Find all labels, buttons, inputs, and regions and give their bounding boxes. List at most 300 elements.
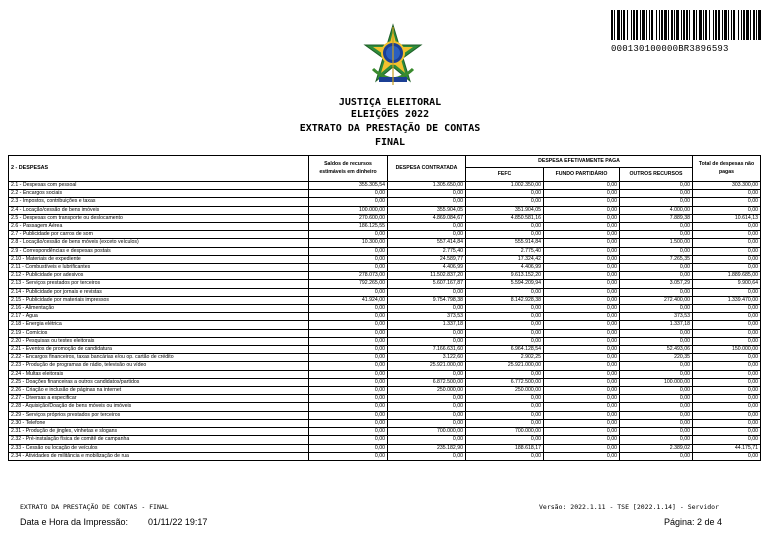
contracted-value: 0,00 (388, 288, 466, 296)
table-row (9, 313, 761, 321)
row-label: 2.10 - Materiais de expediente (9, 255, 309, 263)
unpaid-value: 0,00 (693, 206, 761, 214)
limits-value: 0,00 (309, 378, 388, 386)
limits-value: 0,00 (309, 395, 388, 403)
fefc-value: 555.914,84 (466, 239, 544, 247)
unpaid-value: 0,00 (693, 288, 761, 296)
col-header-fefc: FEFC (466, 168, 544, 182)
row-label: 2.13 - Serviços prestados por terceiros (9, 280, 309, 288)
col-header-fundo-partidario: FUNDO PARTIDÁRIO (544, 168, 620, 182)
row-label: 2.12 - Publicidade por adesivos (9, 272, 309, 280)
fundo-partidario-value: 0,00 (544, 272, 620, 280)
outros-recursos-value: 0,00 (620, 329, 693, 337)
table-row (9, 419, 761, 427)
contracted-value: 0,00 (388, 419, 466, 427)
unpaid-value: 0,00 (693, 419, 761, 427)
barcode-bar (738, 10, 739, 40)
barcode-bar (671, 10, 673, 40)
contracted-value: 1.337,18 (388, 321, 466, 329)
outros-recursos-value: 0,00 (620, 403, 693, 411)
barcode-bar (681, 10, 682, 40)
fundo-partidario-value: 0,00 (544, 305, 620, 313)
col-header-paid-group: DESPESA EFETIVAMENTE PAGA (466, 156, 693, 168)
outros-recursos-value: 373,53 (620, 313, 693, 321)
barcode-bar (659, 10, 660, 40)
table-row (9, 395, 761, 403)
row-label: 2.29 - Serviços próprios prestados por terceiros (9, 411, 309, 419)
row-label: 2.34 - Atividades de militância e mobilização de rua (9, 452, 309, 460)
barcode-bar (696, 10, 697, 40)
table-row (9, 362, 761, 370)
outros-recursos-value: 3.057,29 (620, 280, 693, 288)
barcode-bar (646, 10, 647, 40)
contracted-value: 6.872.500,00 (388, 378, 466, 386)
fefc-value: 0,00 (466, 223, 544, 231)
fefc-value: 0,00 (466, 198, 544, 206)
contracted-value: 0,00 (388, 223, 466, 231)
table-row (9, 354, 761, 362)
row-label: 2.23 - Produção de programas de rádio, televisão ou vídeo (9, 362, 309, 370)
table-row (9, 436, 761, 444)
outros-recursos-value: 1.500,00 (620, 239, 693, 247)
barcode-bar (715, 10, 717, 40)
fundo-partidario-value: 0,00 (544, 214, 620, 222)
outros-recursos-value: 7.265,35 (620, 255, 693, 263)
barcode-bar (621, 10, 622, 40)
unpaid-value: 44.175,71 (693, 444, 761, 452)
limits-value: 0,00 (309, 313, 388, 321)
limits-value: 0,00 (309, 419, 388, 427)
unpaid-value: 0,00 (693, 337, 761, 345)
fefc-value: 5.594.209,94 (466, 280, 544, 288)
outros-recursos-value: 2.389,02 (620, 444, 693, 452)
fefc-value: 0,00 (466, 329, 544, 337)
limits-value: 100.000,00 (309, 206, 388, 214)
fefc-value: 188.618,17 (466, 444, 544, 452)
unpaid-value: 0,00 (693, 264, 761, 272)
row-label: 2.22 - Encargos financeiros, taxas bancárias e/ou op. cartão de crédito (9, 354, 309, 362)
row-label: 2.25 - Doações financeiras a outros candidatos/partidos (9, 378, 309, 386)
limits-value: 0,00 (309, 436, 388, 444)
fefc-value: 2.775,40 (466, 247, 544, 255)
table-row (9, 280, 761, 288)
fundo-partidario-value: 0,00 (544, 288, 620, 296)
unpaid-value: 0,00 (693, 190, 761, 198)
fefc-value: 0,00 (466, 370, 544, 378)
fundo-partidario-value: 0,00 (544, 255, 620, 263)
fefc-value: 0,00 (466, 337, 544, 345)
contracted-value: 355.904,05 (388, 206, 466, 214)
brazil-coat-of-arms-emblem (361, 23, 425, 87)
outros-recursos-value: 0,00 (620, 337, 693, 345)
limits-value: 0,00 (309, 321, 388, 329)
col-header-contracted: DESPESA CONTRATADA (388, 156, 466, 182)
table-row (9, 411, 761, 419)
fefc-value: 4.406,99 (466, 264, 544, 272)
limits-value: 186.125,55 (309, 223, 388, 231)
limits-value: 0,00 (309, 337, 388, 345)
outros-recursos-value: 0,00 (620, 362, 693, 370)
limits-value: 41.924,00 (309, 296, 388, 304)
contracted-value: 0,00 (388, 190, 466, 198)
row-label: 2.17 - Água (9, 313, 309, 321)
row-label: 2.19 - Comícios (9, 329, 309, 337)
fefc-value: 0,00 (466, 313, 544, 321)
barcode-number: 000130100000BR3896593 (611, 44, 729, 54)
row-label: 2.8 - Locação/cessão de bens móveis (exceto veículos) (9, 239, 309, 247)
barcode-bar (693, 10, 695, 40)
row-label: 2.4 - Locação/cessão de bens imóveis (9, 206, 309, 214)
table-row (9, 329, 761, 337)
unpaid-value: 0,00 (693, 305, 761, 313)
row-label: 2.28 - Aquisição/Doação de bens móveis ou imóveis (9, 403, 309, 411)
barcode-bar (718, 10, 720, 40)
contracted-value: 4.869.084,67 (388, 214, 466, 222)
contracted-value: 0,00 (388, 231, 466, 239)
fefc-value: 0,00 (466, 411, 544, 419)
barcode-bar (640, 10, 641, 40)
outros-recursos-value: 0,00 (620, 370, 693, 378)
unpaid-value: 0,00 (693, 198, 761, 206)
limits-value: 0,00 (309, 387, 388, 395)
fefc-value: 0,00 (466, 321, 544, 329)
header-line-1: JUSTIÇA ELEITORAL (338, 97, 442, 108)
contracted-value: 0,00 (388, 395, 466, 403)
fundo-partidario-value: 0,00 (544, 231, 620, 239)
fundo-partidario-value: 0,00 (544, 223, 620, 231)
table-row (9, 231, 761, 239)
fefc-value: 6.772.500,00 (466, 378, 544, 386)
fundo-partidario-value: 0,00 (544, 428, 620, 436)
barcode-bar (705, 10, 707, 40)
fefc-value: 700.000,00 (466, 428, 544, 436)
outros-recursos-value: 0,00 (620, 452, 693, 460)
fundo-partidario-value: 0,00 (544, 370, 620, 378)
fefc-value: 6.964.128,54 (466, 346, 544, 354)
table-row (9, 378, 761, 386)
table-row (9, 264, 761, 272)
contracted-value: 0,00 (388, 411, 466, 419)
unpaid-value: 0,00 (693, 436, 761, 444)
outros-recursos-value: 0,00 (620, 387, 693, 395)
table-row (9, 223, 761, 231)
barcode-bar (699, 10, 702, 40)
outros-recursos-value: 0,00 (620, 247, 693, 255)
limits-value: 0,00 (309, 362, 388, 370)
fundo-partidario-value: 0,00 (544, 452, 620, 460)
fundo-partidario-value: 0,00 (544, 395, 620, 403)
outros-recursos-value: 0,00 (620, 272, 693, 280)
unpaid-value: 0,00 (693, 370, 761, 378)
row-label: 2.20 - Pesquisas ou testes eleitorais (9, 337, 309, 345)
row-label: 2.15 - Publicidade por materiais impressos (9, 296, 309, 304)
row-label: 2.31 - Produção de jingles, vinhetas e slogans (9, 428, 309, 436)
outros-recursos-value: 0,00 (620, 288, 693, 296)
row-label: 2.5 - Despesas com transporte ou deslocamento (9, 214, 309, 222)
unpaid-value: 0,00 (693, 321, 761, 329)
table-row (9, 190, 761, 198)
contracted-value: 235.182,90 (388, 444, 466, 452)
footer-document-title: EXTRATO DA PRESTAÇÃO DE CONTAS - FINAL (20, 503, 169, 511)
unpaid-value: 150.000,00 (693, 346, 761, 354)
row-label: 2.21 - Eventos de promoção de candidatura (9, 346, 309, 354)
contracted-value: 3.122,60 (388, 354, 466, 362)
limits-value: 0,00 (309, 198, 388, 206)
limits-value: 278.073,00 (309, 272, 388, 280)
outros-recursos-value: 0,00 (620, 223, 693, 231)
table-row (9, 305, 761, 313)
fundo-partidario-value: 0,00 (544, 436, 620, 444)
fefc-value: 0,00 (466, 419, 544, 427)
contracted-value: 0,00 (388, 436, 466, 444)
fundo-partidario-value: 0,00 (544, 247, 620, 255)
contracted-value: 7.166.631,60 (388, 346, 466, 354)
limits-value: 0,00 (309, 247, 388, 255)
limits-value: 0,00 (309, 255, 388, 263)
outros-recursos-value: 0,00 (620, 428, 693, 436)
limits-value: 792.265,00 (309, 280, 388, 288)
outros-recursos-value: 0,00 (620, 419, 693, 427)
table-row (9, 198, 761, 206)
contracted-value: 0,00 (388, 337, 466, 345)
outros-recursos-value: 4.000,00 (620, 206, 693, 214)
fefc-value: 0,00 (466, 403, 544, 411)
barcode-bar (753, 10, 755, 40)
barcode-bar (614, 10, 615, 40)
table-row (9, 239, 761, 247)
fundo-partidario-value: 0,00 (544, 354, 620, 362)
limits-value: 10.300,00 (309, 239, 388, 247)
contracted-value: 1.305.650,00 (388, 182, 466, 190)
row-label: 2.32 - Pré-instalação física de comitê de campanha (9, 436, 309, 444)
barcode-bar (731, 10, 732, 40)
contracted-value: 373,53 (388, 313, 466, 321)
table-row (9, 272, 761, 280)
contracted-value: 24.589,77 (388, 255, 466, 263)
limits-value: 0,00 (309, 370, 388, 378)
unpaid-value: 1.889.685,00 (693, 272, 761, 280)
barcode-bar (674, 10, 675, 40)
row-label: 2.26 - Criação e inclusão de páginas na internet (9, 387, 309, 395)
barcode-bar (709, 10, 710, 40)
unpaid-value: 0,00 (693, 452, 761, 460)
contracted-value: 0,00 (388, 370, 466, 378)
limits-value: 0,00 (309, 231, 388, 239)
limits-value: 0,00 (309, 305, 388, 313)
fundo-partidario-value: 0,00 (544, 346, 620, 354)
fundo-partidario-value: 0,00 (544, 239, 620, 247)
limits-value: 0,00 (309, 428, 388, 436)
barcode-bar (642, 10, 645, 40)
unpaid-value: 0,00 (693, 354, 761, 362)
barcode-bar (668, 10, 669, 40)
unpaid-value: 1.339.470,00 (693, 296, 761, 304)
outros-recursos-value: 0,00 (620, 182, 693, 190)
barcode-bar (664, 10, 667, 40)
row-label: 2.14 - Publicidade por jornais e revistas (9, 288, 309, 296)
table-row (9, 444, 761, 452)
fefc-value: 17.324,42 (466, 255, 544, 263)
header-line-4: FINAL (374, 137, 406, 148)
fundo-partidario-value: 0,00 (544, 296, 620, 304)
table-row (9, 403, 761, 411)
unpaid-value: 0,00 (693, 411, 761, 419)
barcode-bar (611, 10, 613, 40)
table-row (9, 387, 761, 395)
table-row (9, 337, 761, 345)
footer-version: Versão: 2022.1.11 - TSE [2022.1.14] - Servidor (539, 503, 720, 511)
unpaid-value: 303.300,00 (693, 182, 761, 190)
row-label: 2.30 - Telefone (9, 419, 309, 427)
row-label: 2.33 - Cessão ou locação de veículos (9, 444, 309, 452)
outros-recursos-value: 1.337,18 (620, 321, 693, 329)
unpaid-value: 0,00 (693, 428, 761, 436)
barcode-bar (722, 10, 723, 40)
barcode-bar (683, 10, 685, 40)
fefc-value: 25.921.000,00 (466, 362, 544, 370)
table-row (9, 370, 761, 378)
row-label: 2.9 - Correspondências e despesas postais (9, 247, 309, 255)
fundo-partidario-value: 0,00 (544, 337, 620, 345)
page-number: Página: 2 de 4 (664, 517, 723, 527)
barcode-bar (633, 10, 635, 40)
fundo-partidario-value: 0,00 (544, 378, 620, 386)
fefc-value: 0,00 (466, 288, 544, 296)
limits-value: 0,00 (309, 288, 388, 296)
outros-recursos-value: 0,00 (620, 411, 693, 419)
unpaid-value: 0,00 (693, 403, 761, 411)
unpaid-value: 0,00 (693, 378, 761, 386)
col-header-unpaid: Total de despesas não pagas (693, 156, 761, 182)
limits-value: 0,00 (309, 346, 388, 354)
contracted-value: 25.921.000,00 (388, 362, 466, 370)
limits-value: 0,00 (309, 411, 388, 419)
outros-recursos-value: 0,00 (620, 264, 693, 272)
expenses-table (8, 155, 761, 461)
contracted-value: 4.406,99 (388, 264, 466, 272)
table-row (9, 452, 761, 460)
barcode-bar (743, 10, 745, 40)
unpaid-value: 0,00 (693, 239, 761, 247)
barcode-bar (631, 10, 632, 40)
limits-value: 0,00 (309, 452, 388, 460)
fefc-value: 351.904,05 (466, 206, 544, 214)
row-label: 2.11 - Combustíveis e lubrificantes (9, 264, 309, 272)
unpaid-value: 0,00 (693, 362, 761, 370)
outros-recursos-value: 100.000,00 (620, 378, 693, 386)
fefc-value: 0,00 (466, 452, 544, 460)
barcode-bar (728, 10, 729, 40)
outros-recursos-value: 52.493,06 (620, 346, 693, 354)
fundo-partidario-value: 0,00 (544, 362, 620, 370)
contracted-value: 0,00 (388, 329, 466, 337)
barcode-bar (746, 10, 749, 40)
table-row (9, 182, 761, 190)
contracted-value: 250.000,00 (388, 387, 466, 395)
print-datetime-label: Data e Hora da Impressão: (20, 517, 129, 527)
fundo-partidario-value: 0,00 (544, 329, 620, 337)
expenses-table-wrapper (8, 155, 760, 461)
table-row (9, 255, 761, 263)
barcode-bar (724, 10, 727, 40)
fefc-value: 0,00 (466, 231, 544, 239)
barcode-bar (649, 10, 650, 40)
fefc-value: 4.850.581,16 (466, 214, 544, 222)
barcode-bar (750, 10, 751, 40)
table-row (9, 206, 761, 214)
barcode-bar (651, 10, 653, 40)
limits-value: 0,00 (309, 190, 388, 198)
fundo-partidario-value: 0,00 (544, 264, 620, 272)
barcode-bar (758, 10, 761, 40)
outros-recursos-value: 7.889,38 (620, 214, 693, 222)
fefc-value: 0,00 (466, 190, 544, 198)
barcode-bar (713, 10, 714, 40)
limits-value: 0,00 (309, 403, 388, 411)
unpaid-value: 0,00 (693, 395, 761, 403)
outros-recursos-value: 0,00 (620, 190, 693, 198)
fefc-value: 0,00 (466, 395, 544, 403)
table-row (9, 214, 761, 222)
contracted-value: 557.414,84 (388, 239, 466, 247)
limits-value: 0,00 (309, 264, 388, 272)
barcode-bar (661, 10, 663, 40)
limits-value: 355.305,54 (309, 182, 388, 190)
contracted-value: 0,00 (388, 452, 466, 460)
fundo-partidario-value: 0,00 (544, 387, 620, 395)
contracted-value: 0,00 (388, 403, 466, 411)
section-header: 2 - DESPESAS (9, 156, 309, 182)
barcode-bar (627, 10, 628, 40)
limits-value: 0,00 (309, 354, 388, 362)
fundo-partidario-value: 0,00 (544, 321, 620, 329)
fundo-partidario-value: 0,00 (544, 280, 620, 288)
contracted-value: 0,00 (388, 305, 466, 313)
row-label: 2.27 - Diversas a especificar (9, 395, 309, 403)
unpaid-value: 0,00 (693, 223, 761, 231)
fundo-partidario-value: 0,00 (544, 411, 620, 419)
barcode-bar (656, 10, 657, 40)
row-label: 2.3 - Impostos, contribuições e taxas (9, 198, 309, 206)
contracted-value: 11.502.837,20 (388, 272, 466, 280)
barcode-bar (617, 10, 620, 40)
print-datetime-value: 01/11/22 19:17 (148, 517, 208, 527)
unpaid-value: 0,00 (693, 387, 761, 395)
barcode-bar (676, 10, 679, 40)
barcode (611, 10, 761, 40)
outros-recursos-value: 0,00 (620, 198, 693, 206)
contracted-value: 0,00 (388, 198, 466, 206)
row-label: 2.6 - Passagem Aérea (9, 223, 309, 231)
contracted-value: 9.754.798,38 (388, 296, 466, 304)
contracted-value: 700.000,00 (388, 428, 466, 436)
barcode-bar (636, 10, 638, 40)
table-row (9, 321, 761, 329)
outros-recursos-value: 0,00 (620, 231, 693, 239)
outros-recursos-value: 0,00 (620, 395, 693, 403)
unpaid-value: 0,00 (693, 255, 761, 263)
col-header-limits: Saldos de recursos estimáveis em dinheiro (309, 156, 388, 182)
row-label: 2.2 - Encargos sociais (9, 190, 309, 198)
fefc-value: 250.000,00 (466, 387, 544, 395)
barcode-bar (686, 10, 688, 40)
fundo-partidario-value: 0,00 (544, 190, 620, 198)
outros-recursos-value: 0,00 (620, 305, 693, 313)
fefc-value: 0,00 (466, 305, 544, 313)
fefc-value: 9.613.152,20 (466, 272, 544, 280)
barcode-bar (741, 10, 742, 40)
barcode-bar (733, 10, 735, 40)
